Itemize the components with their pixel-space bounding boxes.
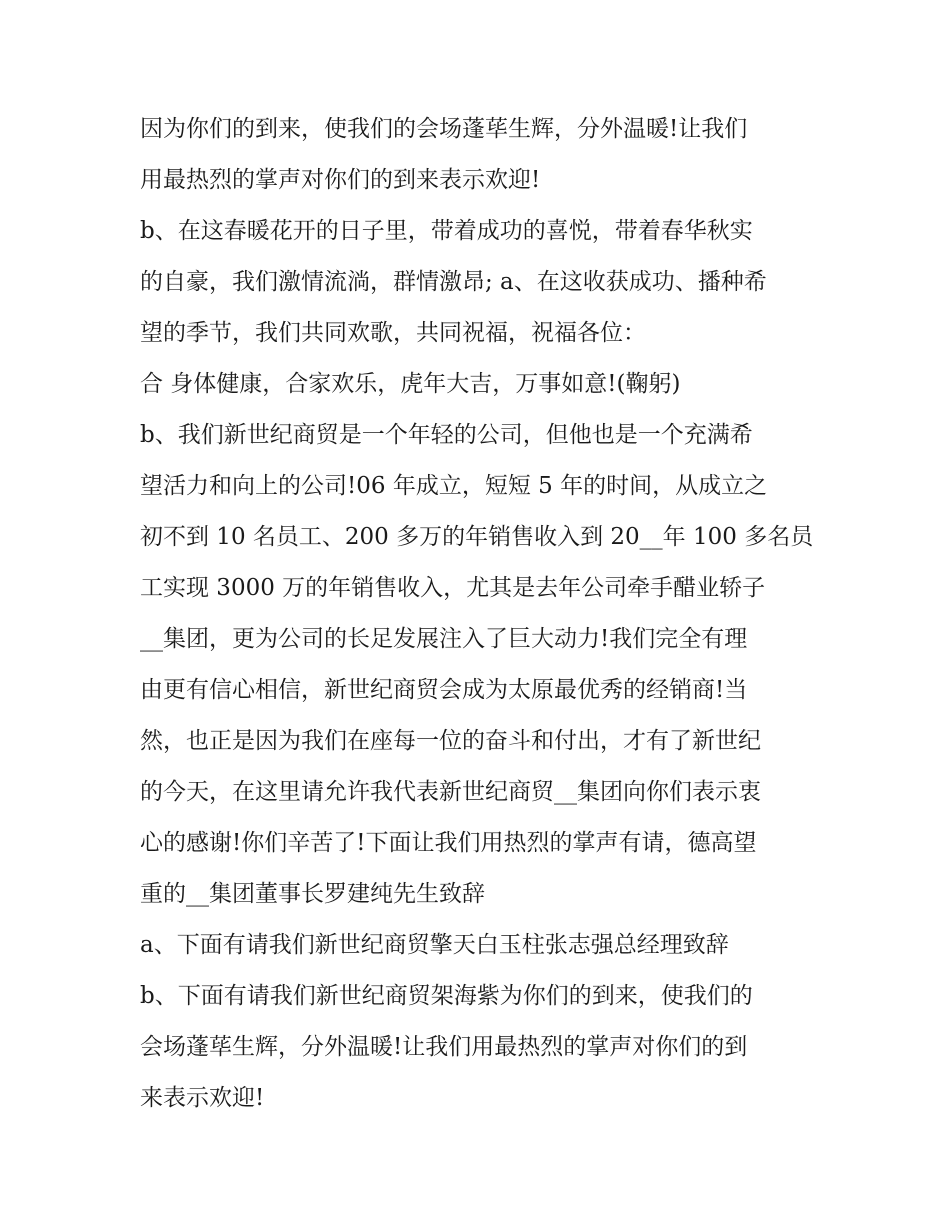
text-line: __集团，更为公司的长足发展注入了巨大动力!我们完全有理: [140, 626, 748, 652]
text-line: b、在这春暖花开的日子里，带着成功的喜悦，带着春华秋实: [140, 218, 753, 244]
text-line: 的今天，在这里请允许我代表新世纪商贸__集团向你们表示衷: [140, 779, 761, 805]
text-line: 望活力和向上的公司!06 年成立，短短 5 年的时间，从成立之: [140, 473, 768, 499]
text-line: 会场蓬荜生辉，分外温暖!让我们用最热烈的掌声对你们的到: [140, 1034, 748, 1060]
text-line: 初不到 10 名员工、200 多万的年销售收入到 20__年 100 多名员: [140, 524, 814, 550]
text-line: 因为你们的到来，使我们的会场蓬荜生辉，分外温暖!让我们: [140, 116, 748, 142]
text-line: 然，也正是因为我们在座每一位的奋斗和付出，才有了新世纪: [140, 728, 761, 754]
text-line: 心的感谢!你们辛苦了!下面让我们用热烈的掌声有请，德高望: [140, 830, 757, 856]
text-line: 工实现 3000 万的年销售收入，尤其是去年公司牵手醋业轿子: [140, 575, 766, 601]
text-line: 用最热烈的掌声对你们的到来表示欢迎!: [140, 167, 541, 193]
text-line: 合 身体健康，合家欢乐，虎年大吉，万事如意!(鞠躬): [140, 371, 681, 397]
text-line: 由更有信心相信，新世纪商贸会成为太原最优秀的经销商!当: [140, 677, 748, 703]
text-line: b、下面有请我们新世纪商贸架海紫为你们的到来，使我们的: [140, 983, 753, 1009]
text-line: 的自豪，我们激情流淌，群情激昂; a、在这收获成功、播种希: [140, 269, 767, 295]
document-body: [140, 104, 820, 1124]
text-line: b、我们新世纪商贸是一个年轻的公司，但他也是一个充满希: [140, 422, 753, 448]
text-line: 来表示欢迎!: [140, 1085, 265, 1111]
text-line: 重的__集团董事长罗建纯先生致辞: [140, 881, 485, 907]
text-line: 望的季节，我们共同欢歌，共同祝福，祝福各位：: [140, 320, 646, 346]
text-line: a、下面有请我们新世纪商贸擎天白玉柱张志强总经理致辞: [140, 932, 729, 958]
